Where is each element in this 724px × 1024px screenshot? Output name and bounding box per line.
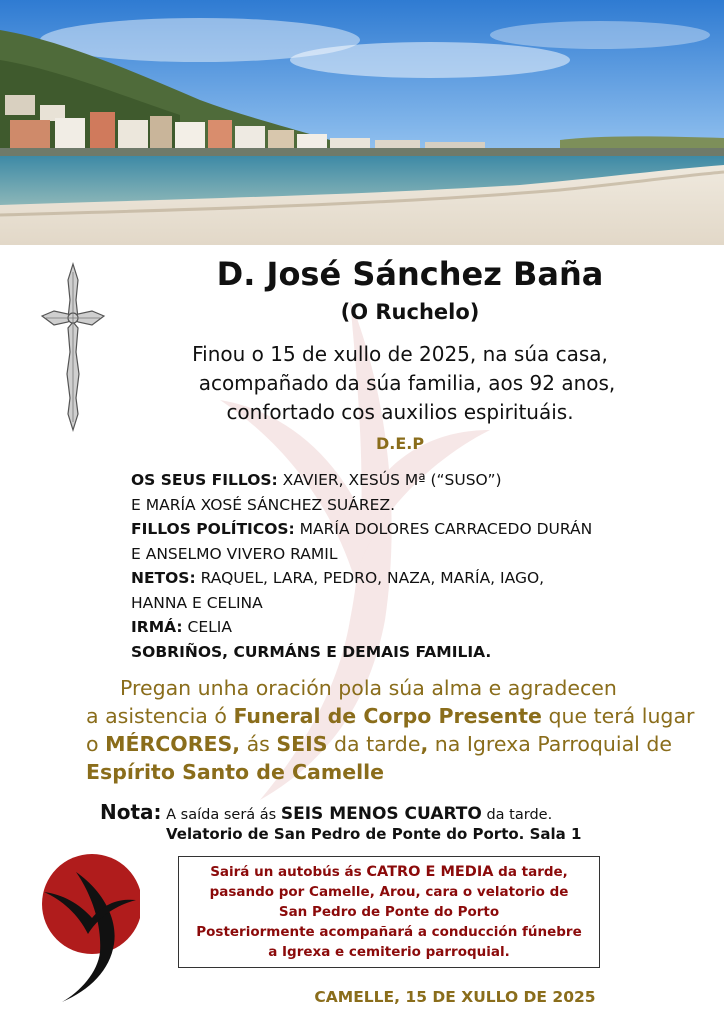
cross-icon <box>40 262 106 432</box>
departure-time: SEIS MENOS CUARTO <box>280 804 482 824</box>
family-others: SOBRIÑOS, CURMÁNS E DEMAIS FAMILIA. <box>131 642 492 661</box>
prayer-text-part: que terá lugar <box>541 704 695 728</box>
inlaws-names: MARÍA DOLORES CARRACEDO DURÁN <box>294 520 593 538</box>
death-line-2: acompañado da súa familia, aos 92 anos, <box>198 371 616 395</box>
funeral-home-logo <box>40 852 140 1002</box>
inlaws-label: FILLOS POLÍTICOS: <box>131 520 295 538</box>
funeral-hour: SEIS <box>276 732 328 756</box>
prayer-line-3 <box>86 730 716 758</box>
hero-photo <box>0 0 724 245</box>
bus-line-4: Posteriormente acompañará a conducción fúnebre <box>196 924 582 940</box>
bus-time: CATRO E MEDIA <box>366 864 494 880</box>
bus-line-5: a Igrexa e cemiterio parroquial. <box>268 944 510 960</box>
grandchildren-names: RAQUEL, LARA, PEDRO, NAZA, MARÍA, IAGO, <box>195 569 545 587</box>
note <box>100 800 552 824</box>
sister-name: CELIA <box>182 618 232 636</box>
note-label: Nota: <box>100 800 162 824</box>
bus-text: Sairá un autobús ás <box>210 864 367 880</box>
prayer-text-part: ás <box>240 732 277 756</box>
bus-line-1 <box>179 862 599 882</box>
beach-landscape <box>0 0 724 245</box>
family-list <box>131 468 691 664</box>
family-grandchildren <box>131 566 691 591</box>
note-text-end: da tarde. <box>481 807 553 823</box>
bus-info-box <box>178 856 600 968</box>
deceased-name: D. José Sánchez Baña <box>216 255 604 293</box>
prayer-line-1: Pregan unha oración pola súa alma e agradecen <box>120 676 617 700</box>
death-notice <box>150 340 650 427</box>
funeral-type: Funeral de Corpo Presente <box>233 704 542 728</box>
church-name: Espírito Santo de Camelle <box>86 760 385 784</box>
deceased-nickname: (O Ruchelo) <box>340 300 480 324</box>
prayer-text-part: da tarde <box>327 732 421 756</box>
children-names-2: E MARÍA XOSÉ SÁNCHEZ SUÁREZ. <box>131 495 395 514</box>
bus-line-3: San Pedro de Ponte do Porto <box>278 904 500 920</box>
prayer-text-part: o <box>86 732 106 756</box>
bus-text: da tarde, <box>493 864 568 880</box>
bus-line-2: pasando por Camelle, Arou, cara o velatorio de <box>209 884 569 900</box>
note-text: A saída será ás <box>161 807 281 823</box>
death-line-3: confortado cos auxilios espirituáis. <box>226 400 574 424</box>
place-date: CAMELLE, 15 DE XULLO DE 2025 <box>314 988 596 1006</box>
family-sister <box>131 615 691 640</box>
death-line-1: Finou o 15 de xullo de 2025, na súa casa, <box>192 342 608 366</box>
grandchildren-label: NETOS: <box>131 569 196 587</box>
children-names: XAVIER, XESÚS Mª (“SUSO”) <box>277 471 502 489</box>
dep-label: D.E.P <box>375 434 425 453</box>
family-children <box>131 468 691 493</box>
family-inlaws <box>131 517 691 542</box>
prayer-text-part: a asistencia ó <box>86 704 234 728</box>
prayer-text-part: , <box>420 732 429 756</box>
funeral-day: MÉRCORES, <box>105 732 241 756</box>
prayer-line-2 <box>86 702 716 730</box>
grandchildren-names-2: HANNA E CELINA <box>131 593 263 612</box>
prayer-text <box>86 674 716 786</box>
wake-location: Velatorio de San Pedro de Ponte do Porto. Sala 1 <box>166 825 582 843</box>
sister-label: IRMÁ: <box>131 618 183 636</box>
children-label: OS SEUS FILLOS: <box>131 471 278 489</box>
inlaws-names-2: E ANSELMO VIVERO RAMIL <box>131 544 338 563</box>
prayer-text-part: na Igrexa Parroquial de <box>428 732 673 756</box>
